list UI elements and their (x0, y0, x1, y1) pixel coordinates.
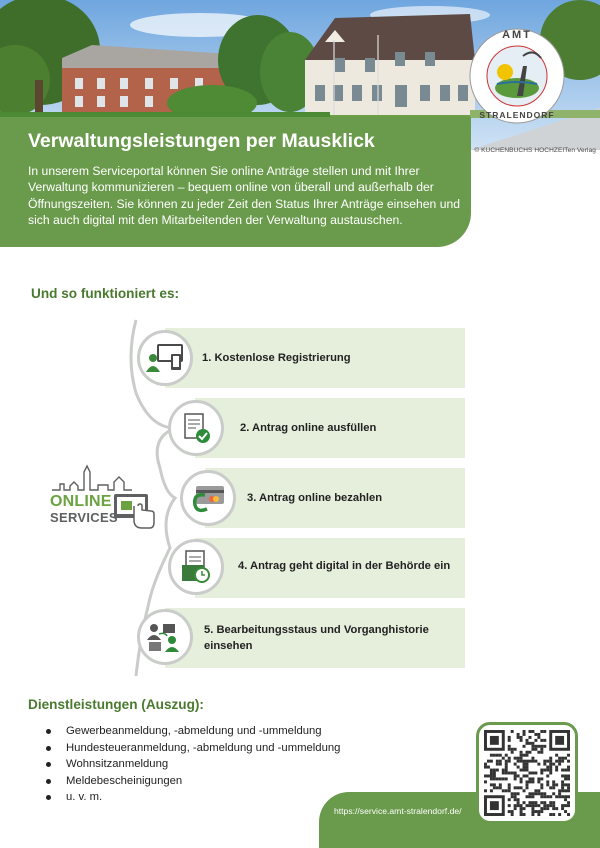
form-check-icon (179, 411, 213, 445)
amt-stralendorf-logo (467, 26, 567, 126)
step-circle-4 (168, 539, 224, 595)
step-circle-3 (180, 470, 236, 526)
list-item: Wohnsitzanmeldung (46, 756, 340, 773)
step-label-2: 2. Antrag online ausfüllen (240, 422, 377, 434)
service-url-link[interactable]: https://service.amt-stralendorf.de/ (334, 806, 462, 816)
qr-code[interactable] (476, 722, 578, 824)
online-services-line2: SERVICES (50, 510, 118, 525)
services-list (46, 723, 340, 806)
qr-code-pattern (484, 730, 570, 816)
step-label-5: 5. Bearbeitungsstaus und Vorganghistorie einsehen (204, 624, 429, 652)
step-label-3: 3. Antrag online bezahlen (247, 492, 383, 504)
online-services-line1: ONLINE (50, 493, 112, 510)
step-label-1: 1. Kostenlose Registrierung (202, 352, 351, 364)
list-item: u. v. m. (46, 789, 340, 806)
list-item: Gewerbeanmeldung, -abmeldung und -ummeldung (46, 723, 340, 740)
how-it-works-heading: Und so funktioniert es: (31, 286, 180, 301)
people-status-icon (145, 620, 185, 654)
step-circle-1 (137, 330, 193, 386)
list-item: Hundesteueranmeldung, -abmeldung und -ummeldung (46, 740, 340, 757)
registration-icon (145, 342, 185, 374)
logo-text-top: AMT (502, 29, 532, 41)
list-item: Meldebescheinigungen (46, 773, 340, 790)
document-clock-icon (180, 549, 212, 585)
payment-card-icon (190, 483, 226, 513)
page-title: Verwaltungsleistungen per Mausklick (28, 130, 375, 152)
step-circle-5 (137, 609, 193, 665)
services-heading: Dienstleistungen (Auszug): (28, 697, 204, 712)
photo-credit: © KUCHENBUCHS HOCHZEITen Verlag (474, 147, 596, 154)
logo-text-bottom: STRALENDORF (479, 110, 555, 120)
intro-text: In unserem Serviceportal können Sie online Anträge stellen und mit Ihrer Verwaltung kommunizieren – bequem online von überall und außerhalb der Öffnungszeiten. Sie können zu jeder Zeit den Status Ihrer Anträge einsehen und sich auch digital mit den Mitarbeitenden der Verwaltung austauschen. (28, 164, 461, 227)
step-circle-2 (168, 400, 224, 456)
step-label-4: 4. Antrag geht digital in der Behörde ein (238, 560, 451, 572)
